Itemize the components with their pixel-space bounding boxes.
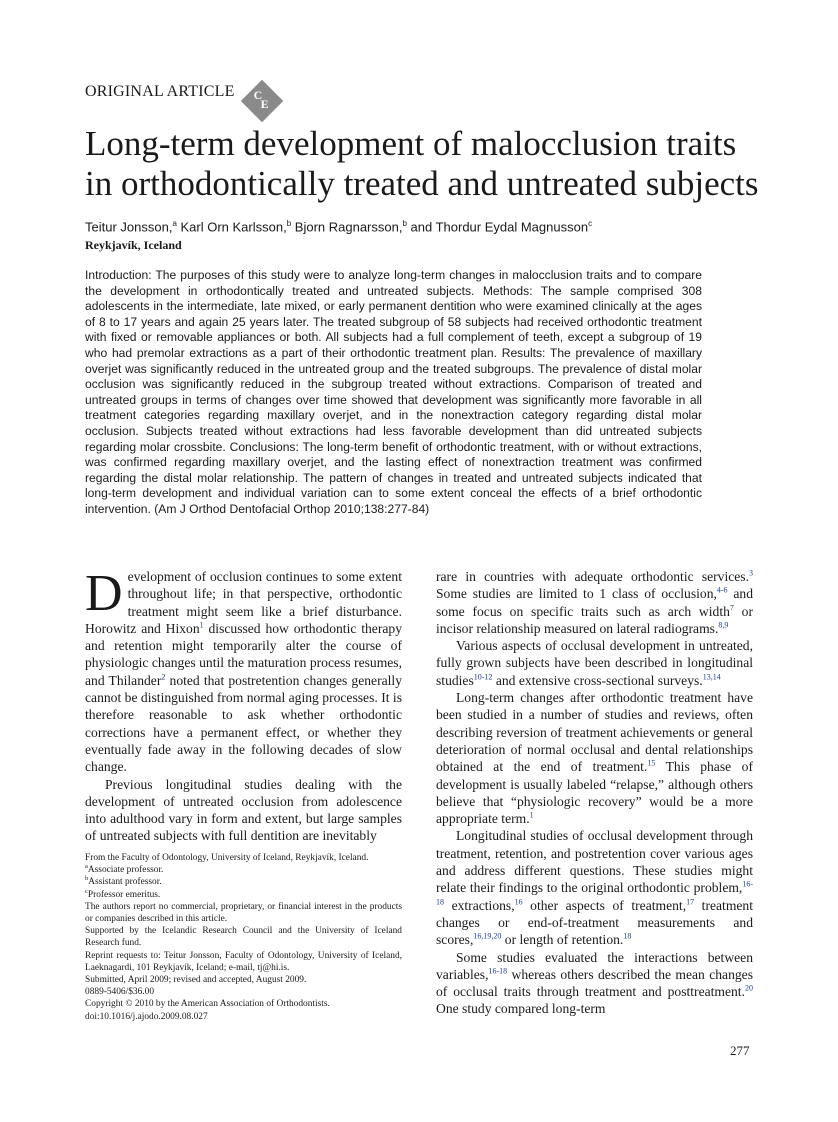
footnotes [85,852,402,1023]
body-paragraph: Development of occlusion continues to some extent throughout life; in that perspective, orthodontic treatment might seem like a brief disturbance. Horowitz and Hixon$^1$ discussed how orthodontic therapy and retention might temporarily alter the course of physiologic changes until the maturation process resumes, and Thilander$^2$ noted that postretention changes generally cannot be distinguished from normal aging processes. It is therefore reasonable to ask whether orthodontic corrections have a permanent effect, or whether they eventually fade away in the following decades of slow change. [85,565,403,775]
citation[interactable]: 20 [745,983,753,993]
footnote-affiliation: From the Faculty of Odontology, University of Iceland, Reykjavík, Iceland. [85,853,369,863]
drop-cap: D [85,565,123,622]
body-column-left [85,565,403,845]
citation[interactable]: 3 [749,568,753,578]
affiliation-marker: b [402,219,407,228]
footnote-role: $^c$Professor emeritus. [85,887,161,900]
footnote-reprint: Reprint requests to: Teitur Jonsson, Faculty of Odontology, University of Iceland, Laeknagardi, 101 Reykjavík, Iceland; e-mail, tj@hi.is. [85,950,402,973]
body-paragraph: Previous longitudinal studies dealing with the development of untreated occlusion from adolescence into adulthood vary in form and extent, but large samples of untreated subjects with full dentition are inevitably [85,776,402,844]
body-column-right [436,568,753,1018]
citation[interactable]: 16,19,20 [473,931,502,941]
citation[interactable]: 17 [686,897,695,907]
page-number: 277 [730,1043,750,1058]
footnote-role: $^a$Associate professor. [85,863,164,876]
footnote-support: Supported by the Icelandic Research Council and the University of Iceland Research fund. [85,926,402,949]
author-name: Bjorn Ragnarsson, [291,219,403,235]
abstract: Introduction: The purposes of this study were to analyze long-term changes in malocclusion traits and to compare the development in orthodontically treated and untreated subjects. Methods: The sample comprised 308 adolescents in the intermediate, late mixed, or early permanent dentition who were examined clinically at the ages of 8 to 17 years and again 25 years later. The treated subgroup of 58 subjects had received orthodontic treatment with fixed or removable appliances or both. All subjects had a full complement of teeth, except a subgroup of 19 who had premolar extractions as a part of their orthodontic treatment plan. Results: The prevalence of maxillary overjet was significantly reduced in the untreated group and the treated subgroups. The prevalence of distal molar occlusion was significantly reduced in the subgroup treated without extractions. Comparison of treated and untreated groups in terms of changes over time showed that development was significantly more favorable in all treatment categories regarding maxillary overjet, and in the nonextraction category regarding distal molar occlusion. Subjects treated without extractions had less favorable development than did untreated subjects regarding molar crossbite. Conclusions: The long-term benefit of orthodontic treatment, with or without extractions, was confirmed regarding maxillary overjet, and the lasting effect of nonextraction treatment was confirmed regarding the distal molar relationship. The pattern of changes in treated and untreated subjects indicated that long-term development and individual variation can to some extent conceal the effects of a brief orthodontic intervention. (Am J Orthod Dentofacial Orthop 2010;138:277-84) [85,268,702,516]
article-title: Long-term development of malocclusion traits in orthodontically treated and untreated subjects [85,124,759,203]
author-name: Karl Orn Karlsson, [176,219,287,235]
citation[interactable]: 13,14 [702,672,721,682]
body-paragraph: rare in countries with adequate orthodontic services.$^3$ Some studies are limited to 1 class of occlusion,$^{4-6}$ and some focus on specific traits such as arch width$^7$ or incisor relationship measured on lateral radiograms.$^{8,9}$ [436,568,753,636]
body-paragraph: Various aspects of occlusal development in untreated, fully grown subjects have been described in longitudinal studies$^{10-12}$ and extensive cross-sectional surveys.$^{13,14}$ [436,638,753,688]
author-name: Teitur Jonsson, [85,219,173,235]
citation[interactable]: 15 [647,758,656,768]
section-label: ORIGINAL ARTICLE [85,83,235,100]
citation[interactable]: 18 [623,931,632,941]
body-paragraph: Some studies evaluated the interactions between variables,$^{16-18}$ whereas others described the mean changes of occlusal traits through treatment and posttreatment.$^{20}$ One study compared long-term [436,949,753,1017]
footnote-interest: The authors report no commercial, proprietary, or financial interest in the products or companies described in this article. [85,901,402,925]
citation[interactable]: 16-18 [488,966,508,976]
citation[interactable]: 16 [514,897,523,907]
body-paragraph: Long-term changes after orthodontic treatment have been studied in a number of studies and reviews, often describing reversion of treatment achievements or general deterioration of normal occlusal and dental relationships obtained at the end of treatment.$^{15}$ This phase of development is usually labeled “relapse,” although others believe that “physiologic recovery” would be a more appropriate term.$^1$ [436,690,753,827]
citation[interactable]: 10-12 [473,672,493,682]
affiliation-marker: b [286,219,292,228]
citation[interactable]: 2 [161,672,166,682]
footnote-price: 0889-5406/$36.00 [85,987,155,998]
author-name: and Thordur Eydal Magnusson [406,219,589,235]
footnote-doi[interactable]: doi:10.1016/j.ajodo.2009.08.027 [85,1011,208,1022]
footnote-copyright: Copyright © 2010 by the American Association of Orthodontists. [85,999,330,1010]
citation[interactable]: 1 [199,620,204,630]
ce-badge-icon: C E [241,80,283,122]
footnote-submitted: Submitted, April 2009; revised and accepted, August 2009. [85,975,307,986]
footnote-role: $^b$Assistant professor. [85,875,162,888]
affiliation-marker: a [172,219,177,228]
citation[interactable]: 16-18 [436,879,753,907]
citation[interactable]: 7 [729,603,734,613]
citation[interactable]: 4-6 [716,585,728,595]
article-header [85,62,283,122]
author-location: Reykjavík, Iceland [85,238,182,252]
body-paragraph: Longitudinal studies of occlusal development through treatment, retention, and postretention cover various ages and address different questions. These studies might relate their findings to the original orthodontic problem,$^{16-18}$ extractions,$^{16}$ other aspects of treatment,$^{17}$ treatment changes or end-of-treatment measurements and scores,$^{16,19,20}$ or length of retention.$^{18}$ [436,828,754,948]
citation[interactable]: 1 [529,810,534,820]
citation[interactable]: 8,9 [718,620,729,630]
affiliation-marker: c [588,219,593,228]
author-list [85,219,592,234]
